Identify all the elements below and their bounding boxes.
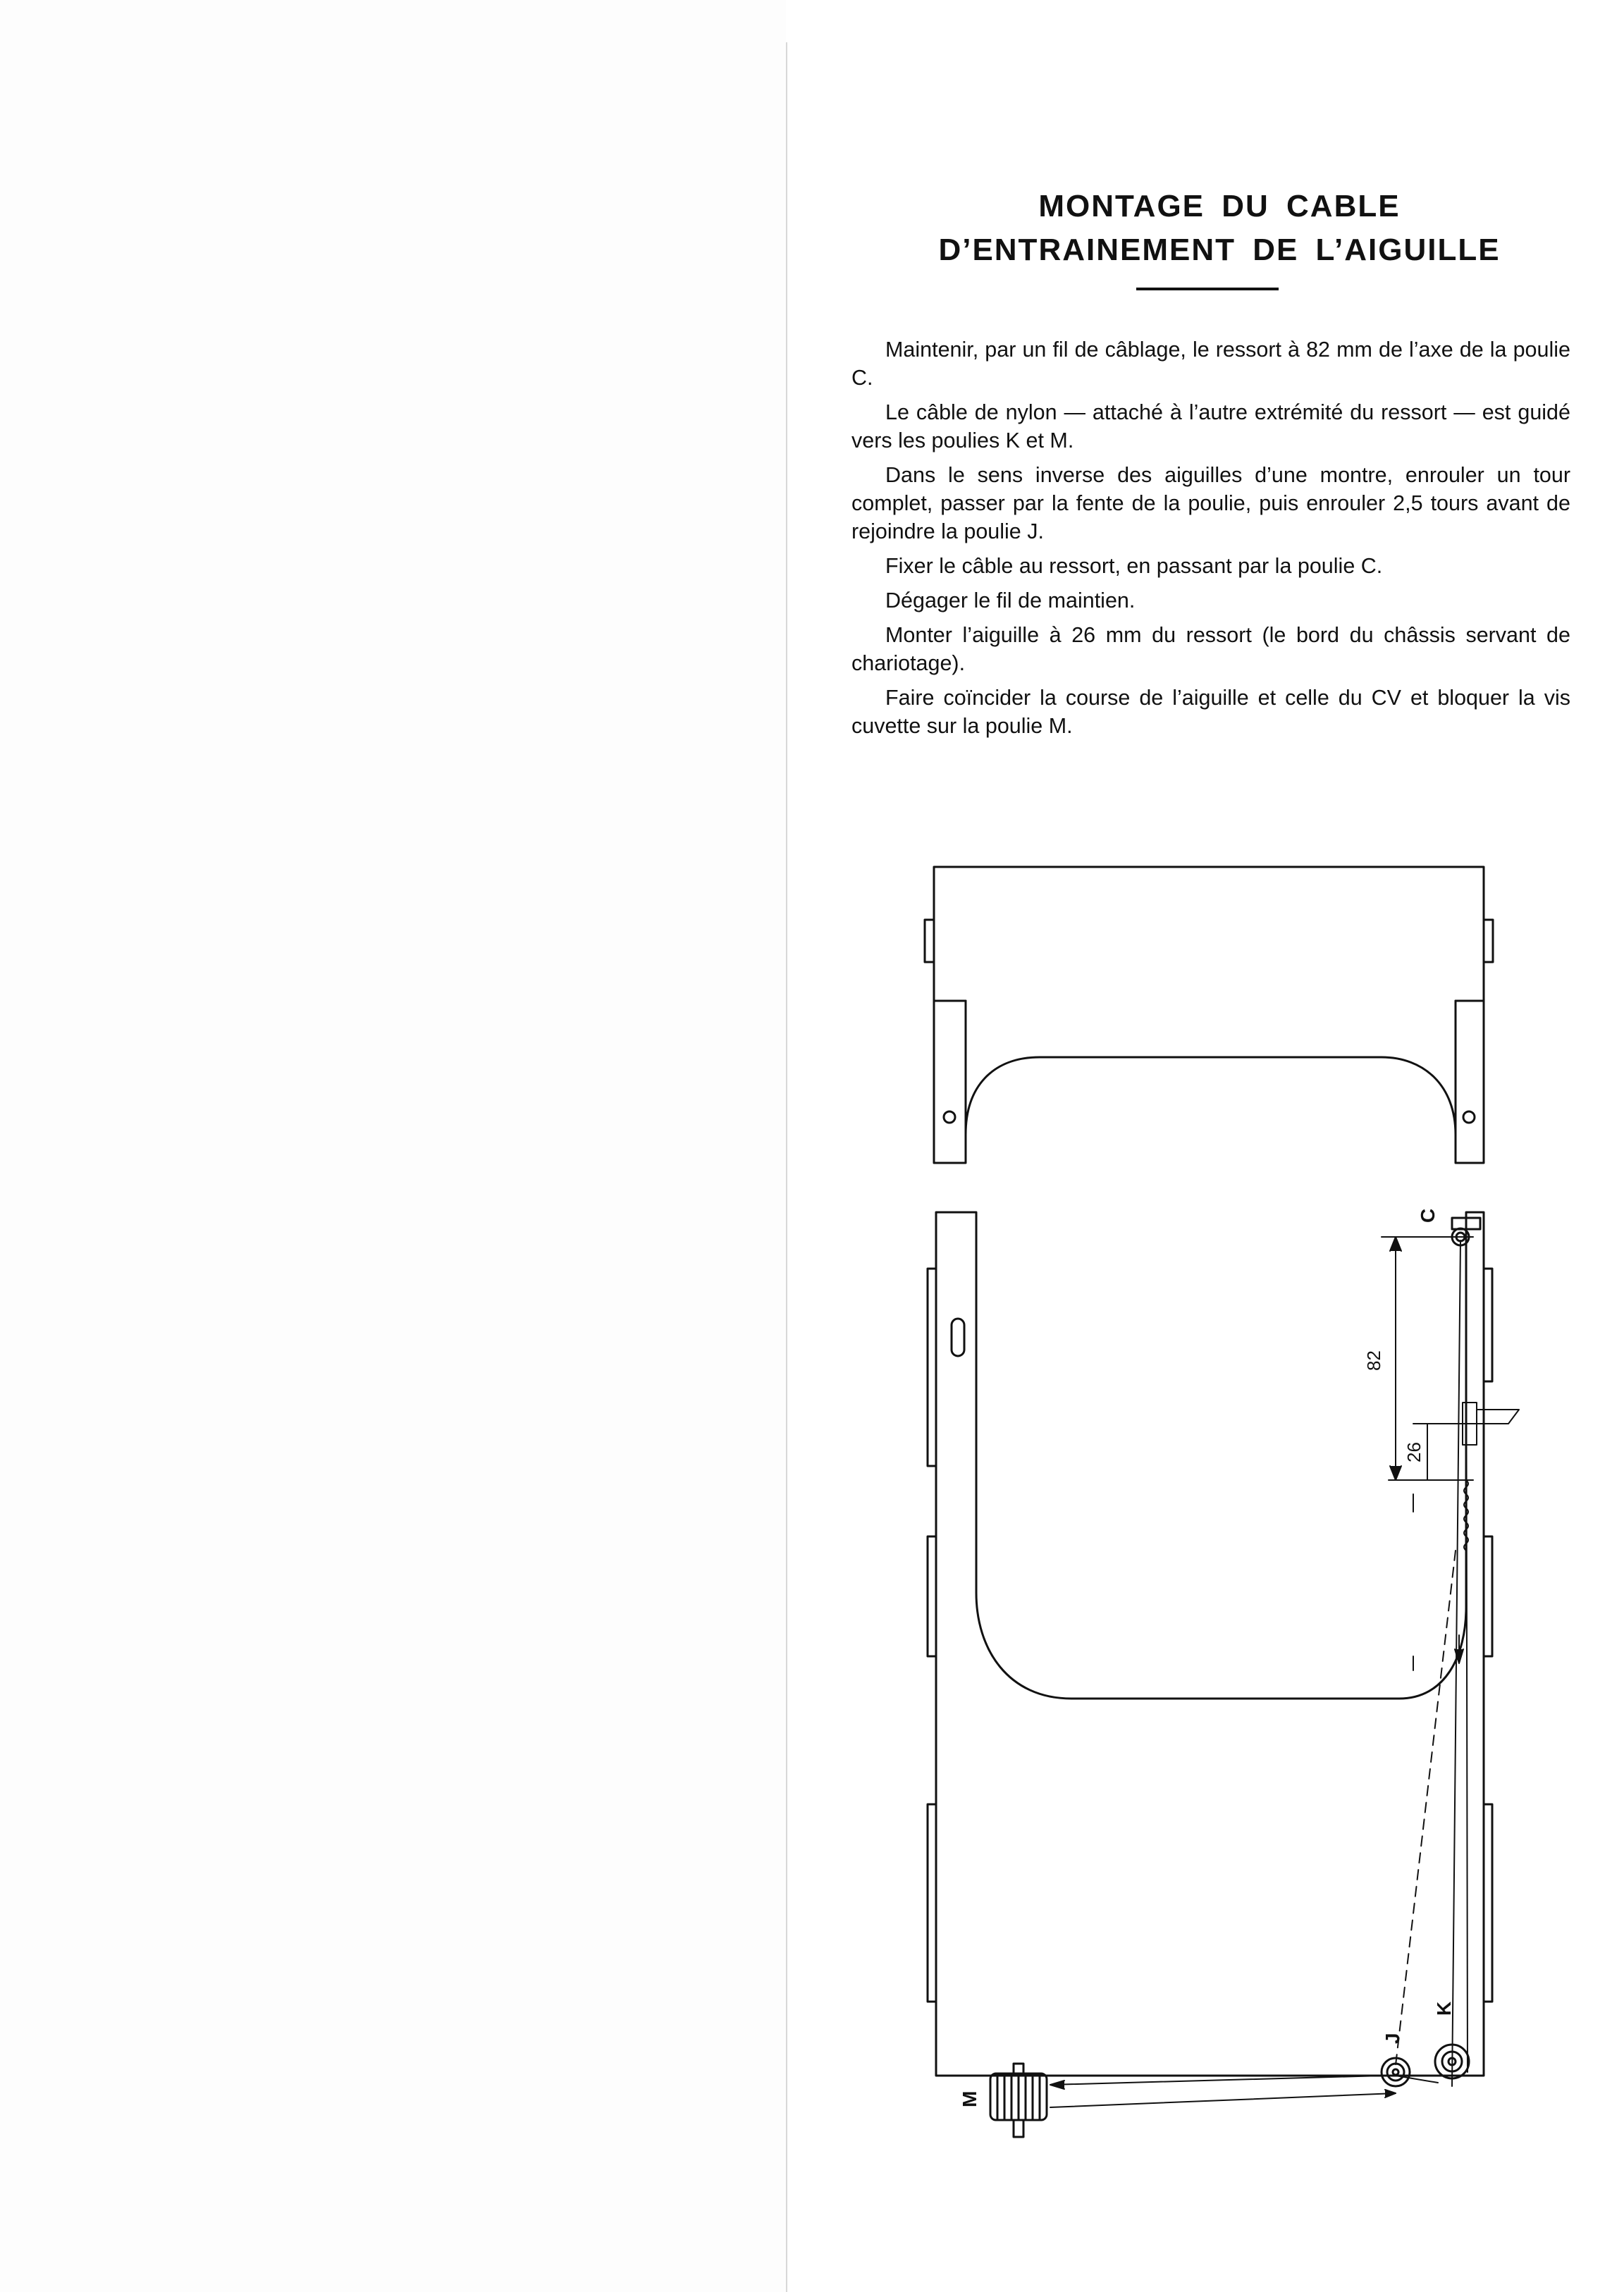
pulley-k-label: K (1433, 2001, 1455, 2016)
blank-left-page (0, 0, 786, 2292)
pulley-m-label: M (959, 2090, 980, 2107)
pulley-c-label: C (1417, 1208, 1439, 1223)
dimension-26-label: 26 (1403, 1442, 1425, 1462)
chassis-front-view (925, 867, 1493, 1163)
title-line-2: D’ENTRAINEMENT DE L’AIGUILLE (938, 233, 1501, 267)
keyhole-slot-icon (952, 1319, 964, 1356)
paragraph-winding: Dans le sens inverse des aiguilles d’une montre, enrouler un tour complet, passer par la fente de la poulie, puis enrouler 2,5 tours avant de rejoindre la poulie J. (851, 463, 1570, 543)
title-line-1: MONTAGE DU CABLE (1038, 189, 1401, 223)
instructions (851, 335, 1570, 746)
chassis-side-view (928, 1212, 1492, 2076)
page-title (846, 185, 1593, 272)
cable-path (1050, 1240, 1468, 2107)
paragraph-fix-cable: Fixer le câble au ressort, en passant par la poulie C. (885, 554, 1383, 578)
dimension-82-label: 82 (1363, 1350, 1384, 1371)
paragraph-align-course: Faire coïncider la course de l’aiguille et celle du CV et bloquer la vis cuvette sur la poulie M. (851, 686, 1570, 738)
paragraph-mount-needle: Monter l’aiguille à 26 mm du ressort (le bord du châssis servant de chariotage). (851, 623, 1570, 675)
pulley-j-label: J (1382, 2033, 1403, 2044)
assembly-diagram (860, 846, 1565, 2171)
title-underline (1136, 288, 1279, 290)
paragraph-hold-spring: Maintenir, par un fil de câblage, le ressort à 82 mm de l’axe de la poulie C. (851, 338, 1570, 390)
paragraph-nylon-cable: Le câble de nylon — attaché à l’autre extrémité du ressort — est guidé vers les poulies K et M. (851, 400, 1570, 452)
paragraph-release-wire: Dégager le fil de maintien. (885, 589, 1136, 612)
